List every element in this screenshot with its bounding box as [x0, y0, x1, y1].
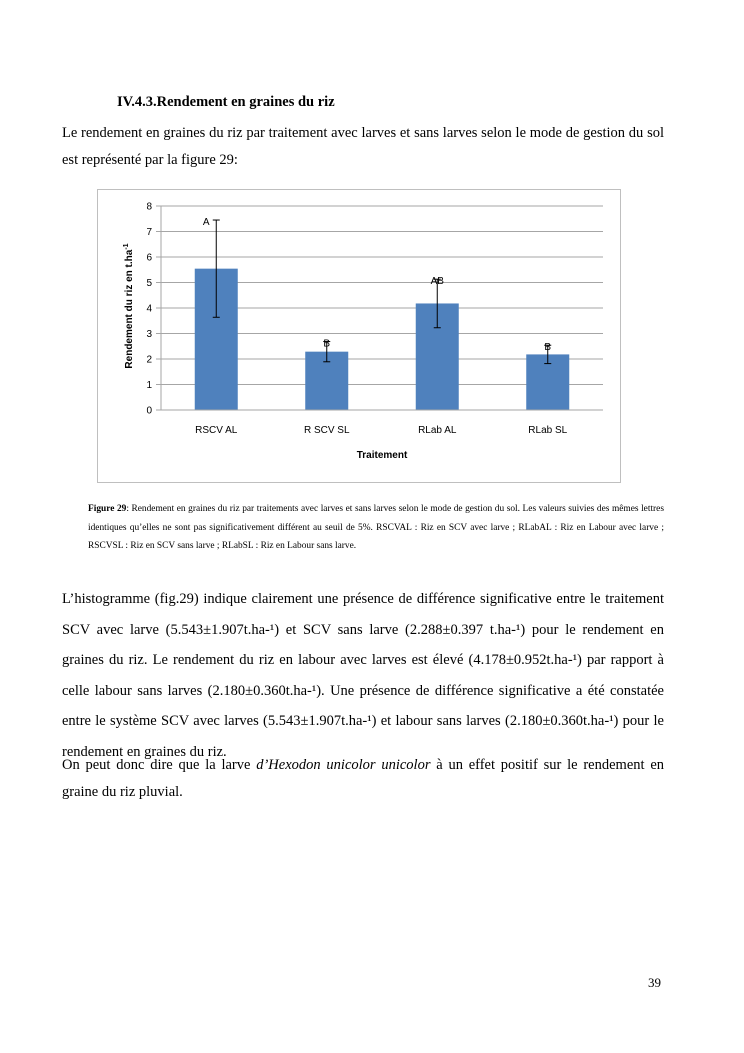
figure-caption-text: : Rendement en graines du riz par traitements avec larves et sans larves selon le mode de gestion du sol. Les valeurs suivies des mêmes lettres identiques qu’elles ne sont pas significativement différent au seuil de 5%. RSCVAL : Riz en SCV avec larve ; RLabAL : Riz en Labour avec larve ; RSCVSL : Riz en SCV sans larve ; RLabSL : Riz en Labour sans larve. [88, 504, 664, 551]
x-category-label-4: RLab SL [528, 425, 568, 436]
bars [195, 269, 570, 410]
significance-letter-4: B [544, 342, 552, 354]
x-category-label-2: R SCV SL [303, 425, 350, 436]
conclusion-paragraph [62, 752, 664, 806]
y-tick-label-3: 3 [146, 329, 152, 340]
figure-caption-label: Figure 29 [88, 504, 127, 514]
significance-letter-1: A [202, 217, 210, 229]
chart-frame [97, 189, 621, 483]
bar-chart [98, 190, 620, 482]
y-tick-label-2: 2 [146, 354, 152, 366]
y-axis-title-superscript: -1 [123, 243, 130, 250]
x-category-label-3: RLab AL [418, 425, 457, 436]
page-number: 39 [648, 975, 661, 990]
y-tick-label-6: 6 [146, 252, 152, 264]
y-tick-label-0: 0 [146, 405, 152, 417]
error-bars [213, 220, 552, 364]
conclusion-after: à un effet positif sur le rendement en graine du riz pluvial. [62, 757, 665, 800]
y-tick-label-1: 1 [146, 380, 152, 391]
conclusion-before: On peut donc dire que la larve [62, 757, 257, 773]
significance-letters [203, 217, 552, 353]
discussion-paragraph: L’histogramme (fig.29) indique clairement une présence de différence significative entre le traitement SCV avec larve (5.543±1.907t.ha-¹) et SCV sans larve (2.288±0.397 t.ha-¹) pour le rendement en graines du riz. Le rendement du riz en labour avec larves est élevé (4.178±0.952t.ha-¹) par rapport à celle labour sans larves (2.180±0.360t.ha-¹). Une présence de différence significative a été constatée entre le système SCV avec larves (5.543±1.907t.ha-¹) et labour sans larves (2.180±0.360t.ha-¹) pour le rendement en graines du riz. [62, 591, 664, 760]
species-name: d’Hexodon unicolor unicolor [256, 757, 431, 773]
significance-letter-2: B [323, 338, 331, 350]
figure-caption [88, 500, 664, 556]
y-axis-title [123, 243, 135, 368]
y-tick-label-4: 4 [146, 303, 152, 315]
x-category-label-1: RSCV AL [195, 425, 238, 436]
x-axis-title: Traitement [356, 450, 408, 461]
y-tick-label-7: 7 [146, 227, 152, 238]
y-tick-label-8: 8 [146, 201, 152, 213]
significance-letter-3: AB [430, 276, 444, 288]
y-axis-title-main: Rendement du riz en t.ha [124, 249, 135, 369]
y-tick-labels [146, 202, 161, 417]
section-heading: IV.4.3.Rendement en graines du riz [117, 94, 335, 110]
x-category-labels [195, 425, 568, 436]
intro-paragraph: Le rendement en graines du riz par traitement avec larves et sans larves selon le mode de gestion du sol est représenté par la figure 29: [62, 125, 664, 168]
y-tick-label-5: 5 [146, 278, 152, 289]
